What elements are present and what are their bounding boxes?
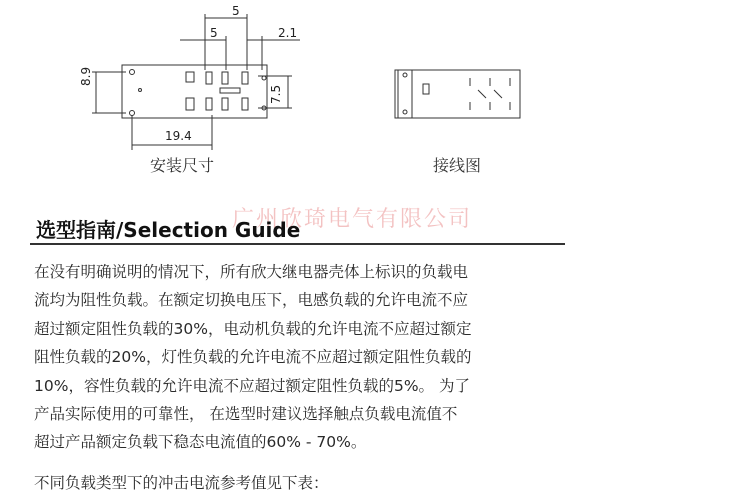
selection-guide-paragraph <box>34 258 574 457</box>
section-heading: 选型指南/Selection Guide <box>36 218 301 242</box>
paragraph-line: 10%，容性负载的允许电流不应超过额定阻性负载的5%。 为了 <box>34 376 470 395</box>
paragraph-line: 产品实际使用的可靠性， 在选型时建议选择触点负载电流值不 <box>34 405 458 424</box>
company-watermark: 广州欣琦电气有限公司 <box>232 207 473 232</box>
dim-right-label: 2.1 <box>278 26 298 40</box>
paragraph-line: 在没有明确说明的情况下，所有欣大继电器壳体上标识的负载电 <box>34 263 469 281</box>
dim-bottom-label: 19.4 <box>165 129 192 143</box>
paragraph-line: 阻性负载的20%，灯性负载的允许电流不应超过额定阻性负载的 <box>34 348 472 367</box>
paragraph-line: 超过额定阻性负载的30%，电动机负载的允许电流不应超过额定 <box>34 319 472 338</box>
wiring-diagram-caption: 接线图 <box>433 156 482 175</box>
paragraph-line: 超过产品额定负载下稳态电流值的60% - 70%。 <box>34 433 367 452</box>
dim-height-label: 7.5 <box>269 84 283 104</box>
dim-left-label: 8.9 <box>79 66 93 86</box>
wiring-diagram <box>0 0 750 200</box>
heading-divider <box>30 243 565 245</box>
dim-middle-label: 5 <box>210 26 218 40</box>
surge-current-note: 不同负载类型下的冲击电流参考值见下表： <box>34 474 329 492</box>
dim-top-label: 5 <box>232 4 240 18</box>
paragraph-line: 流均为阻性负载。在额定切换电压下，电感负载的允许电流不应 <box>34 291 469 310</box>
mounting-dimension-caption: 安装尺寸 <box>150 156 215 175</box>
